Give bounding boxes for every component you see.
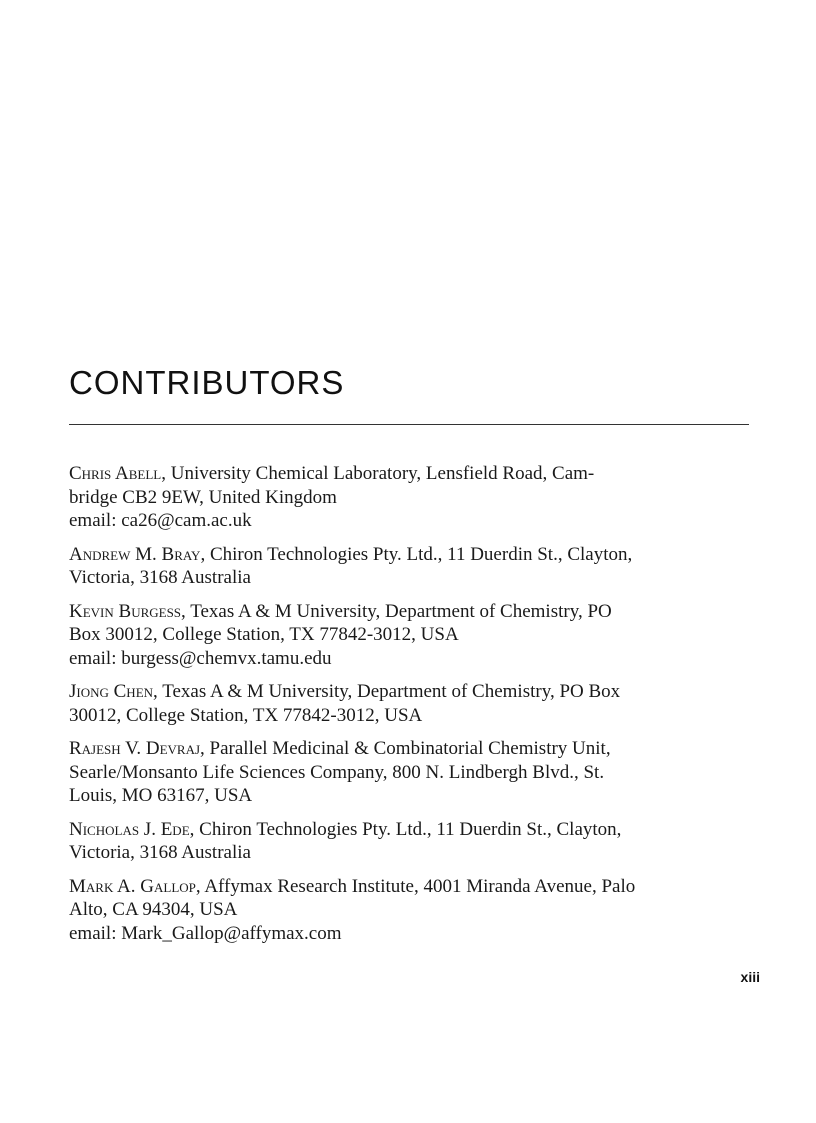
- contributor-affiliation: Louis, MO 63167, USA: [69, 785, 253, 806]
- contributor-email: email: burgess@chemvx.tamu.edu: [69, 647, 332, 669]
- page-title: CONTRIBUTORS: [69, 364, 345, 401]
- contributor-email: email: ca26@cam.ac.uk: [69, 510, 252, 531]
- contributor-entry: [69, 543, 749, 590]
- contributor-name: Rajesh V. Devraj,: [69, 738, 205, 759]
- contributor-affiliation: Victoria, 3168 Australia: [69, 567, 251, 588]
- contributor-affiliation: bridge CB2 9EW, United Kingdom: [69, 486, 337, 508]
- contributor-affiliation: Box 30012, College Station, TX 77842-3012, USA: [69, 624, 459, 645]
- contributor-entry: [69, 600, 749, 671]
- contributor-name: Mark A. Gallop,: [69, 875, 201, 897]
- page-number: xiii: [740, 969, 760, 985]
- contributor-entry: [69, 737, 749, 808]
- contributor-entry: [69, 875, 749, 946]
- title-rule: [69, 424, 749, 425]
- contributor-name: Kevin Burgess,: [69, 600, 186, 622]
- contributor-affiliation: Chiron Technologies Pty. Ltd., 11 Duerdin St., Clayton,: [209, 543, 633, 565]
- contributor-name: Chris Abell,: [69, 463, 166, 484]
- contributor-affiliation: Searle/Monsanto Life Sciences Company, 800 N. Lindbergh Blvd., St.: [69, 761, 605, 783]
- contributor-email: email: Mark_Gallop@affymax.com: [69, 922, 342, 944]
- contributor-list: [69, 462, 749, 955]
- contributor-affiliation: Alto, CA 94304, USA: [69, 899, 238, 920]
- contributor-affiliation: Texas A & M University, Department of Chemistry, PO: [190, 600, 612, 622]
- contributor-affiliation: Parallel Medicinal & Combinatorial Chemistry Unit,: [209, 738, 611, 759]
- contributor-name: Andrew M. Bray,: [69, 543, 206, 565]
- contributor-affiliation: Chiron Technologies Pty. Ltd., 11 Duerdin St., Clayton,: [199, 818, 622, 840]
- contributor-affiliation: Texas A & M University, Department of Chemistry, PO Box: [162, 681, 621, 702]
- contributor-name: Jiong Chen,: [69, 681, 158, 702]
- contributor-affiliation: Victoria, 3168 Australia: [69, 842, 251, 863]
- contributor-affiliation: 30012, College Station, TX 77842-3012, USA: [69, 704, 423, 726]
- contributor-entry: [69, 462, 749, 533]
- contributor-entry: [69, 680, 749, 727]
- contributor-affiliation: University Chemical Laboratory, Lensfield Road, Cam-: [170, 463, 595, 484]
- contributor-affiliation: Affymax Research Institute, 4001 Miranda Avenue, Palo: [204, 875, 636, 897]
- contributor-entry: [69, 818, 749, 865]
- contributor-name: Nicholas J. Ede,: [69, 818, 195, 840]
